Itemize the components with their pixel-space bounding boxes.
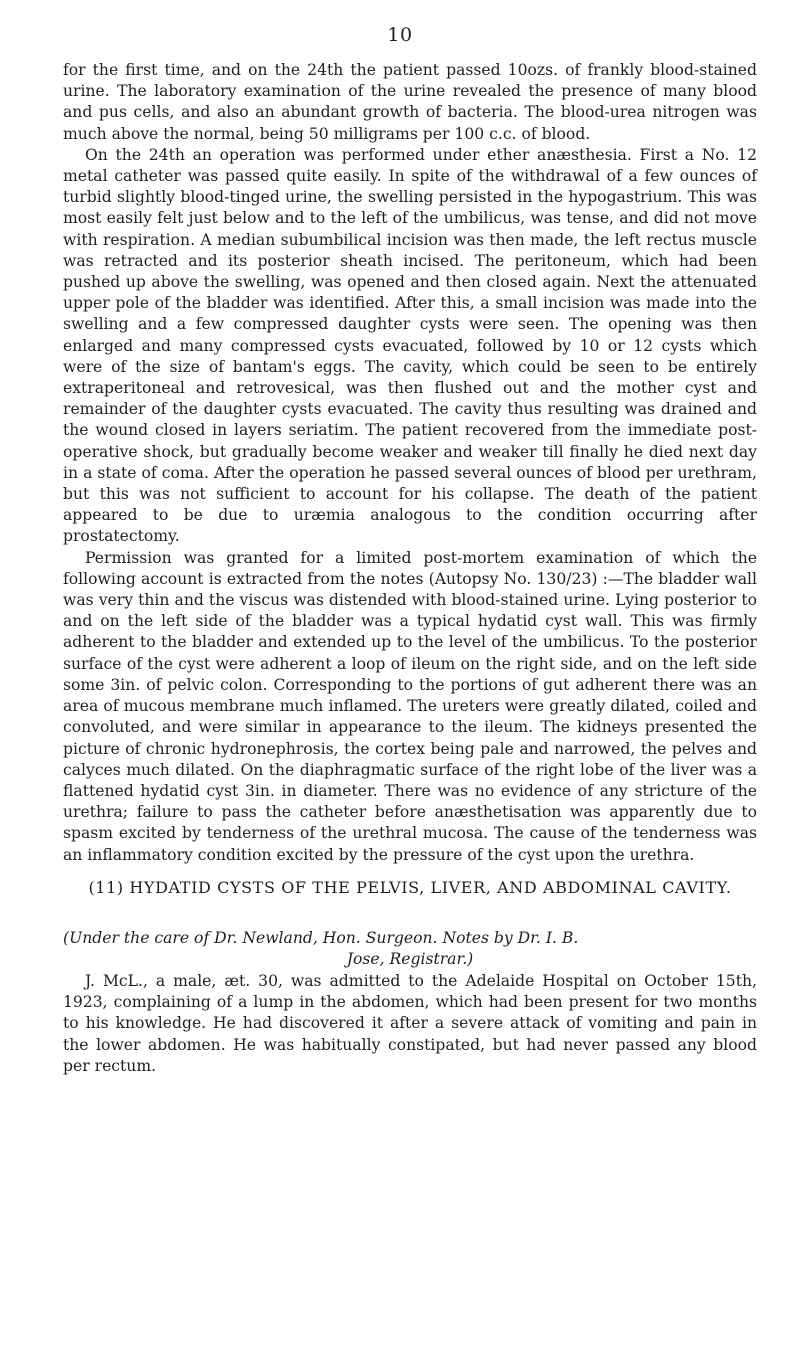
- case-report-body: [63, 60, 757, 866]
- case-history-body: [63, 971, 757, 1077]
- paragraph-post-mortem: Permission was granted for a limited post-mortem examination of which the following account is extracted from the notes (Autopsy No. 130/23) :—The bladder wall was very thin and the viscus was distended with blood-stained urine. Lying posterior to and on the left side of the bladder was a typical hydatid cyst wall. This was firmly adherent to the bladder and extended up to the level of the umbilicus. To the posterior surface of the cyst were adherent a loop of ileum on the right side, and on the left side some 3in. of pelvic colon. Corresponding to the portions of gut adherent there was an area of mucous membrane much inflamed. The ureters were greatly dilated, coiled and convoluted, and were similar in appearance to the ileum. The kidneys presented the picture of chronic hydronephrosis, the cortex being pale and narrowed, the pelves and calyces much dilated. On the diaphragmatic surface of the right lobe of the liver was a flattened hydatid cyst 3in. in diameter. There was no evidence of any stricture of the urethra; failure to pass the catheter before anæsthetisation was apparently due to spasm excited by tenderness of the urethral mucosa. The cause of the tenderness was an inflammatory condition excited by the pressure of the cyst upon the urethra.: [63, 548, 757, 864]
- case-attribution: [63, 928, 757, 970]
- paragraph-lab-findings: for the first time, and on the 24th the patient passed 10ozs. of frankly blood-stained urine. The laboratory examination of the urine revealed the presence of many blood and pus cells, and also an abundant growth of bacteria. The blood-urea nitrogen was much above the normal, being 50 milligrams per 100 c.c. of blood.: [63, 61, 757, 143]
- attribution-line-1: (Under the care of Dr. Newland, Hon. Surgeon. Notes by Dr. I. B.: [63, 929, 579, 947]
- attribution-line-2: Jose, Registrar.): [346, 950, 474, 969]
- page-number: 10: [387, 24, 413, 46]
- paragraph-operation: On the 24th an operation was performed under ether anæsthesia. First a No. 12 metal catheter was passed quite easily. In spite of the withdrawal of a few ounces of turbid slightly blood-tinged urine, the swelling persisted in the hypogastrium. This was most easily felt just below and to the left of the umbilicus, was tense, and did not move with respiration. A median subumbilical incision was then made, the left rectus muscle was retracted and its posterior sheath incised. The peritoneum, which had been pushed up above the swelling, was opened and then closed again. Next the attenuated upper pole of the bladder was identified. After this, a small incision was made into the swelling and a few compressed daughter cysts were seen. The opening was then enlarged and many compressed cysts evacuated, followed by 10 or 12 cysts which were of the size of bantam's eggs. The cavity, which could be seen to be entirely extraperitoneal and retrovesical, was then flushed out and the mother cyst and remainder of the daughter cysts evacuated. The cavity thus resulting was drained and the wound closed in layers seriatim. The patient recovered from the immediate post-operative shock, but gradually become weaker and weaker till finally he died next day in a state of coma. After the operation he passed several ounces of blood per urethram, but this was not sufficient to account for his collapse. The death of the patient appeared to be due to uræmia analogous to the condition occurring after prostatectomy.: [63, 145, 757, 546]
- section-heading: (11) HYDATID CYSTS OF THE PELVIS, LIVER, AND ABDOMINAL CAVITY.: [88, 878, 732, 897]
- paragraph-admission: J. McL., a male, æt. 30, was admitted to the Adelaide Hospital on October 15th, 1923, complaining of a lump in the abdomen, which had been present for two months to his knowledge. He had discovered it after a severe attack of vomiting and pain in the lower abdomen. He was habitually constipated, but had never passed any blood per rectum.: [63, 972, 757, 1075]
